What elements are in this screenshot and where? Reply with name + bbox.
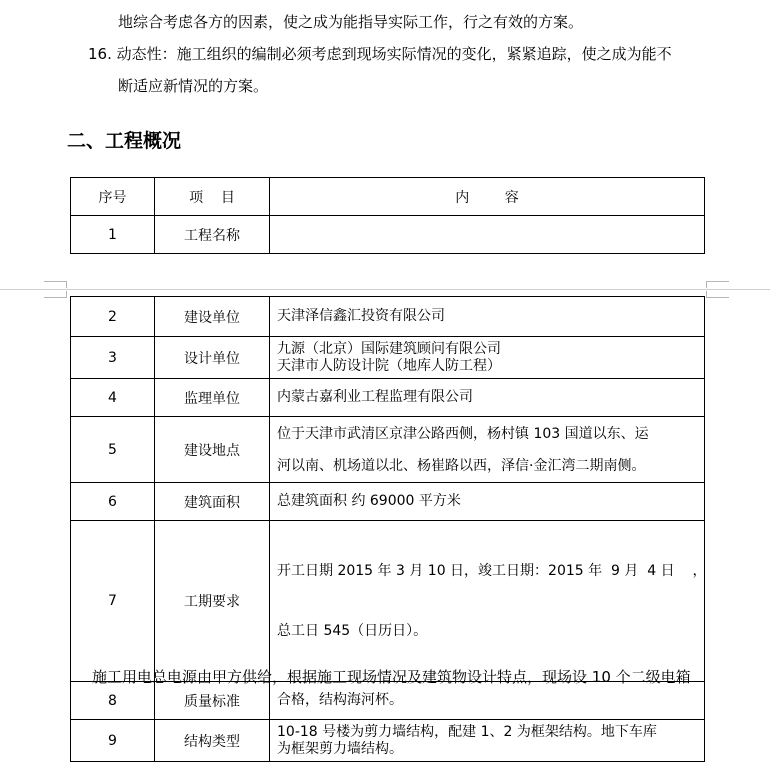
table-row [71, 417, 705, 483]
row-no: 5 [71, 417, 155, 483]
row-item: 建筑面积 [155, 483, 270, 521]
row-no: 2 [71, 297, 155, 337]
row-content: 内蒙古嘉利业工程监理有限公司 [270, 379, 705, 417]
content-line: 九源（北京）国际建筑顾问有限公司 [277, 340, 501, 357]
row-no: 1 [71, 216, 155, 254]
row-item: 质量标准 [155, 682, 270, 720]
table-row [71, 521, 705, 682]
row-item: 工程名称 [155, 216, 270, 254]
row-no: 4 [71, 379, 155, 417]
table-row [71, 297, 705, 337]
content-line: 天津市人防设计院（地库人防工程） [277, 357, 501, 374]
row-item: 建设单位 [155, 297, 270, 337]
content-line: 位于天津市武清区京津公路西侧，杨村镇 103 国道以东、运 [277, 425, 649, 442]
page-corner-mark [44, 281, 67, 288]
header-content: 内 容 [270, 178, 705, 216]
page-break-line [0, 289, 770, 290]
row-item: 设计单位 [155, 337, 270, 379]
content-line: 总工日 545（日历日）。 [277, 623, 428, 639]
row-item: 结构类型 [155, 720, 270, 762]
row-content [270, 521, 705, 682]
content-line: 开工日期 2015 年 3 月 10 日，竣工日期：2015 年 9 月 4 日 ， [277, 563, 707, 579]
row-item: 工期要求 [155, 521, 270, 682]
row-content [270, 720, 705, 762]
cut-off-text-line: 施工用电总电源由甲方供给，根据施工现场情况及建筑物设计特点，现场设 10 个二级电箱 [92, 668, 691, 686]
project-overview-table-part-2 [70, 296, 705, 762]
table-row [71, 682, 705, 720]
row-no: 6 [71, 483, 155, 521]
page-corner-mark [706, 281, 729, 288]
item-16-line-1: 16. 动态性：施工组织的编制必须考虑到现场实际情况的变化，紧紧追踪，使之成为能不 [88, 45, 672, 63]
row-content: 总建筑面积 约 69000 平方米 [270, 483, 705, 521]
row-no: 3 [71, 337, 155, 379]
intro-line-1: 地综合考虑各方的因素，使之成为能指导实际工作，行之有效的方案。 [118, 13, 584, 31]
row-no: 8 [71, 682, 155, 720]
project-overview-table-part-1 [70, 177, 705, 254]
row-content [270, 417, 705, 483]
page-corner-mark [706, 291, 729, 298]
content-line: 10-18 号楼为剪力墙结构，配建 1、2 为框架结构。地下车库 [277, 723, 657, 740]
page-corner-mark [44, 291, 67, 298]
table-row [71, 379, 705, 417]
row-no: 7 [71, 521, 155, 682]
table-row [71, 720, 705, 762]
table-header-row [71, 178, 705, 216]
header-no: 序号 [71, 178, 155, 216]
header-item: 项 目 [155, 178, 270, 216]
table-row [71, 337, 705, 379]
row-item: 建设地点 [155, 417, 270, 483]
row-no: 9 [71, 720, 155, 762]
row-content: 合格，结构海河杯。 [270, 682, 705, 720]
content-line: 为框架剪力墙结构。 [277, 740, 403, 757]
row-content [270, 216, 705, 254]
row-content: 天津泽信鑫汇投资有限公司 [270, 297, 705, 337]
table-row [71, 216, 705, 254]
item-16-line-2: 断适应新情况的方案。 [118, 77, 269, 95]
row-content [270, 337, 705, 379]
row-item: 监理单位 [155, 379, 270, 417]
section-title: 二、工程概况 [67, 130, 182, 152]
content-line: 河以南、机场道以北、杨崔路以西，泽信·金汇湾二期南侧。 [277, 457, 646, 474]
table-row [71, 483, 705, 521]
